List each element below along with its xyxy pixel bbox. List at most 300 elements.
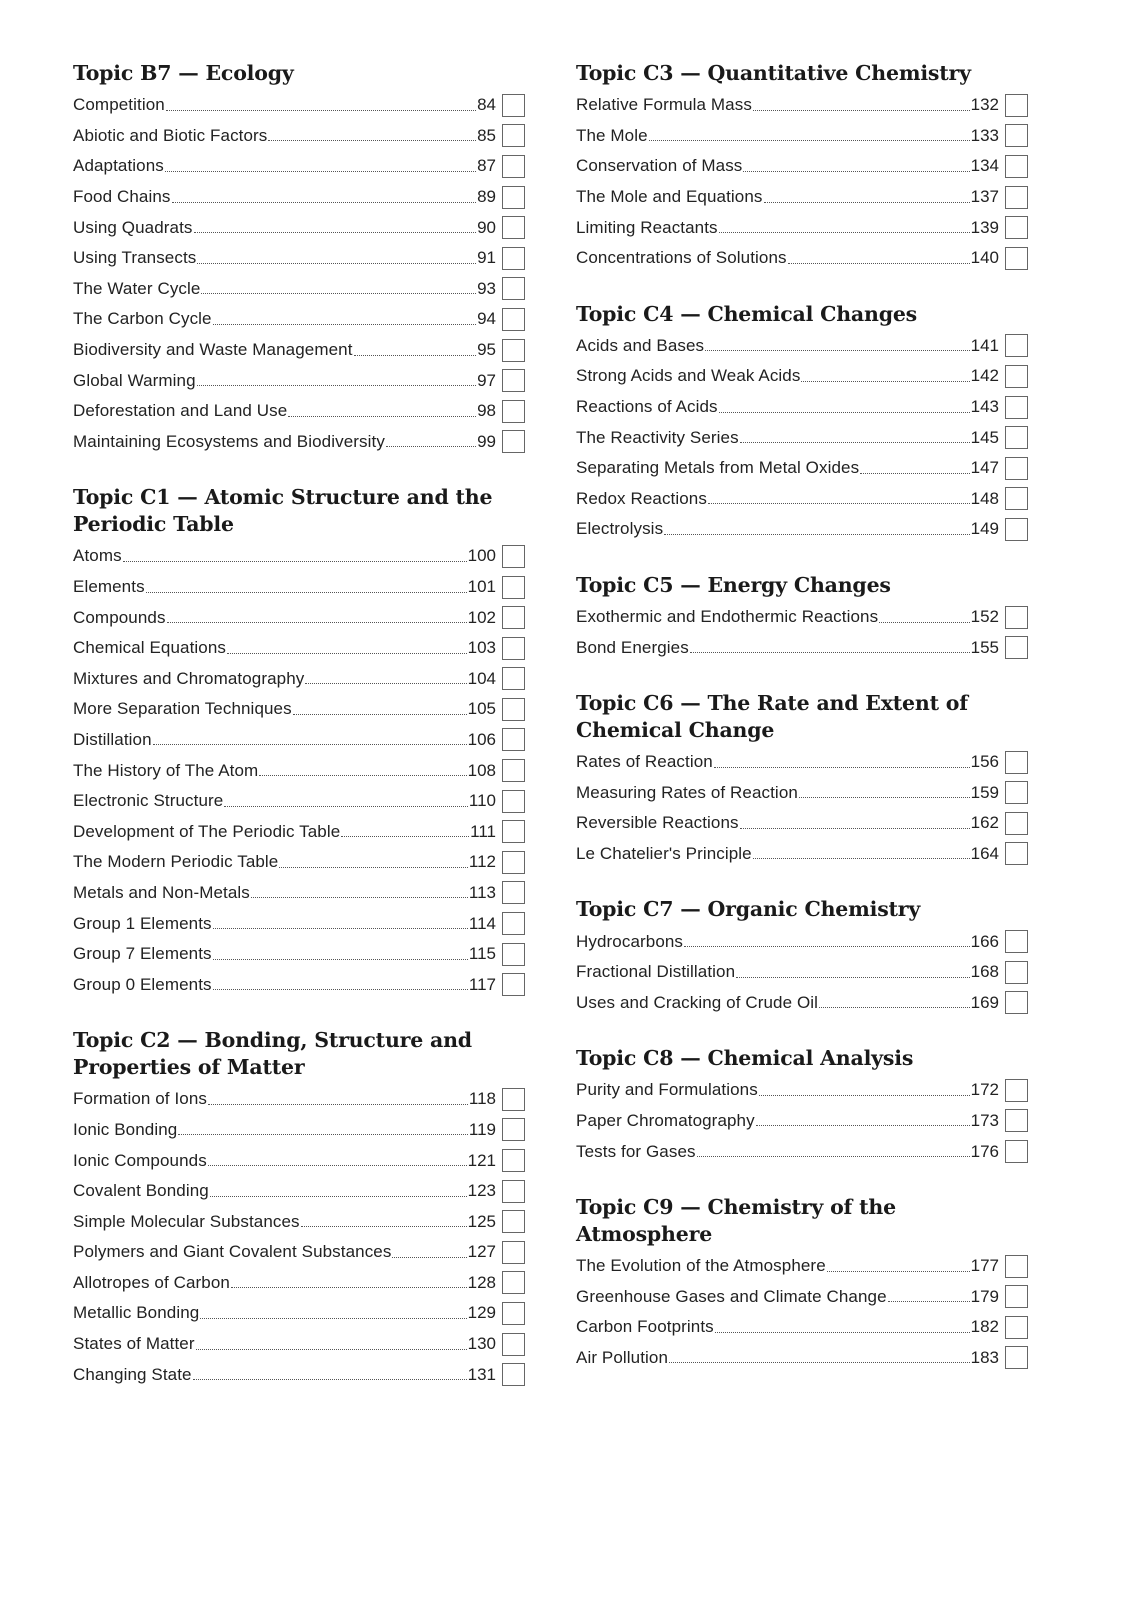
toc-entry-tests-for-gases (576, 1136, 1028, 1167)
dot-leader (197, 385, 476, 386)
progress-checkbox[interactable] (1005, 1140, 1028, 1163)
page-number: 140 (970, 248, 999, 268)
toc-entry-using-transects (73, 243, 525, 274)
progress-checkbox[interactable] (502, 155, 525, 178)
dot-leader (213, 928, 468, 929)
page-number: 110 (468, 791, 496, 811)
topic-entry-list (576, 90, 1028, 274)
toc-entry-the-carbon-cycle (73, 304, 525, 335)
topic-entry-list (576, 331, 1028, 545)
progress-checkbox[interactable] (502, 277, 525, 300)
page-number: 156 (970, 752, 999, 772)
dot-leader (801, 381, 969, 382)
page-number: 91 (477, 248, 496, 268)
dot-leader (208, 1165, 467, 1166)
progress-checkbox[interactable] (1005, 518, 1028, 541)
dot-leader (705, 350, 969, 351)
progress-checkbox[interactable] (1005, 961, 1028, 984)
progress-checkbox[interactable] (502, 1149, 525, 1172)
contents-column-left (73, 60, 525, 1417)
entry-title: Food Chains (73, 187, 171, 207)
page-number: 106 (467, 729, 496, 749)
page-number: 182 (970, 1317, 999, 1337)
entry-title: Metals and Non-Metals (73, 882, 250, 902)
page-number: 137 (970, 187, 999, 207)
progress-checkbox[interactable] (502, 545, 525, 568)
page-number: 102 (467, 607, 496, 627)
page-number: 84 (477, 95, 496, 115)
dot-leader (288, 416, 476, 417)
entry-title: Tests for Gases (576, 1141, 696, 1161)
page-number: 149 (970, 519, 999, 539)
topic-section (73, 484, 525, 1000)
dot-leader (167, 622, 467, 623)
progress-checkbox[interactable] (502, 369, 525, 392)
progress-checkbox[interactable] (502, 759, 525, 782)
progress-checkbox[interactable] (1005, 186, 1028, 209)
dot-leader (231, 1287, 467, 1288)
entry-title: Distillation (73, 729, 152, 749)
entry-title: Hydrocarbons (576, 931, 684, 951)
progress-checkbox[interactable] (1005, 487, 1028, 510)
toc-entry-the-modern-periodic-table (73, 847, 525, 878)
entry-title: Relative Formula Mass (576, 95, 752, 115)
page-number: 145 (970, 427, 999, 447)
toc-entry-the-mole (576, 121, 1028, 152)
page-number: 99 (477, 431, 496, 451)
toc-entry-reversible-reactions (576, 808, 1028, 839)
toc-entry-reactions-of-acids (576, 392, 1028, 423)
entry-title: Changing State (73, 1364, 192, 1384)
entry-title: Ionic Compounds (73, 1150, 207, 1170)
progress-checkbox[interactable] (502, 247, 525, 270)
dot-leader (788, 263, 970, 264)
topic-section (576, 1194, 1028, 1373)
toc-entry-atoms (73, 541, 525, 572)
toc-entry-electrolysis (576, 514, 1028, 545)
toc-entry-the-evolution-of-the-atmosphere (576, 1251, 1028, 1282)
progress-checkbox[interactable] (502, 1118, 525, 1141)
topic-section (576, 301, 1028, 545)
entry-title: Formation of Ions (73, 1089, 207, 1109)
toc-entry-elements (73, 572, 525, 603)
toc-entry-the-water-cycle (73, 274, 525, 305)
progress-checkbox[interactable] (1005, 842, 1028, 865)
dot-leader (172, 202, 477, 203)
page-number: 127 (467, 1242, 496, 1262)
toc-entry-concentrations-of-solutions (576, 243, 1028, 274)
page-number: 148 (970, 488, 999, 508)
topic-section (576, 690, 1028, 869)
progress-checkbox[interactable] (1005, 247, 1028, 270)
toc-entry-measuring-rates-of-reaction (576, 778, 1028, 809)
dot-leader (756, 1125, 970, 1126)
progress-checkbox[interactable] (502, 728, 525, 751)
dot-leader (888, 1301, 970, 1302)
page-number: 142 (970, 366, 999, 386)
entry-title: Reversible Reactions (576, 813, 739, 833)
toc-entry-ionic-bonding (73, 1115, 525, 1146)
page-number: 129 (467, 1303, 496, 1323)
page-number: 87 (477, 156, 496, 176)
toc-entry-adaptations (73, 151, 525, 182)
dot-leader (764, 202, 970, 203)
dot-leader (827, 1271, 970, 1272)
dot-leader (146, 592, 467, 593)
page-number: 169 (970, 992, 999, 1012)
toc-entry-purity-and-formulations (576, 1075, 1028, 1106)
entry-title: The Carbon Cycle (73, 309, 212, 329)
toc-entry-limiting-reactants (576, 212, 1028, 243)
toc-entry-polymers-and-giant-covalent-substances (73, 1237, 525, 1268)
toc-entry-deforestation-and-land-use (73, 396, 525, 427)
topic-entry-list (73, 541, 525, 1000)
toc-entry-chemical-equations (73, 633, 525, 664)
topic-section (576, 896, 1028, 1018)
progress-checkbox[interactable] (1005, 124, 1028, 147)
entry-title: Redox Reactions (576, 488, 707, 508)
progress-checkbox[interactable] (502, 973, 525, 996)
toc-entry-redox-reactions (576, 484, 1028, 515)
topic-heading: Topic C1 — Atomic Structure and the Periodic Table (73, 485, 493, 537)
progress-checkbox[interactable] (1005, 606, 1028, 629)
page-number: 105 (467, 699, 496, 719)
page-number: 128 (467, 1272, 496, 1292)
entry-title: Compounds (73, 607, 166, 627)
dot-leader (201, 293, 476, 294)
page-number: 115 (468, 944, 496, 964)
progress-checkbox[interactable] (502, 1088, 525, 1111)
toc-entry-maintaining-ecosystems-and-biodiversity (73, 427, 525, 458)
dot-leader (341, 836, 469, 837)
progress-checkbox[interactable] (502, 912, 525, 935)
page-number: 104 (467, 668, 496, 688)
page-number: 162 (970, 813, 999, 833)
topic-heading: Topic C6 — The Rate and Extent of Chemical Change (576, 690, 968, 742)
progress-checkbox[interactable] (1005, 781, 1028, 804)
page-number: 159 (970, 782, 999, 802)
progress-checkbox[interactable] (502, 881, 525, 904)
dot-leader (740, 442, 970, 443)
progress-checkbox[interactable] (502, 216, 525, 239)
progress-checkbox[interactable] (502, 1363, 525, 1386)
entry-title: Abiotic and Biotic Factors (73, 125, 268, 145)
page-number: 119 (468, 1119, 496, 1139)
page-number: 123 (467, 1181, 496, 1201)
progress-checkbox[interactable] (1005, 751, 1028, 774)
topic-section (576, 60, 1028, 274)
toc-entry-covalent-bonding (73, 1176, 525, 1207)
toc-entry-more-separation-techniques (73, 694, 525, 725)
topic-heading: Topic C8 — Chemical Analysis (576, 1046, 914, 1071)
page-number: 117 (468, 974, 496, 994)
topic-heading: Topic C7 — Organic Chemistry (576, 897, 921, 922)
progress-checkbox[interactable] (502, 790, 525, 813)
progress-checkbox[interactable] (1005, 216, 1028, 239)
dot-leader (166, 110, 476, 111)
progress-checkbox[interactable] (502, 820, 525, 843)
dot-leader (194, 232, 477, 233)
entry-title: Deforestation and Land Use (73, 401, 288, 421)
dot-leader (193, 1379, 467, 1380)
progress-checkbox[interactable] (1005, 1109, 1028, 1132)
dot-leader (251, 897, 468, 898)
progress-checkbox[interactable] (1005, 94, 1028, 117)
page-number: 152 (970, 607, 999, 627)
entry-title: Polymers and Giant Covalent Substances (73, 1242, 392, 1262)
dot-leader (305, 683, 466, 684)
progress-checkbox[interactable] (1005, 365, 1028, 388)
toc-entry-states-of-matter (73, 1329, 525, 1360)
page-number: 133 (970, 125, 999, 145)
toc-entry-mixtures-and-chromatography (73, 664, 525, 695)
entry-title: Maintaining Ecosystems and Biodiversity (73, 431, 385, 451)
dot-leader (743, 171, 969, 172)
entry-title: Le Chatelier's Principle (576, 843, 752, 863)
toc-entry-strong-acids-and-weak-acids (576, 361, 1028, 392)
topic-heading: Topic C4 — Chemical Changes (576, 301, 918, 326)
dot-leader (697, 1156, 970, 1157)
progress-checkbox[interactable] (1005, 1346, 1028, 1369)
dot-leader (213, 989, 468, 990)
dot-leader (740, 828, 970, 829)
dot-leader (819, 1007, 970, 1008)
dot-leader (213, 324, 476, 325)
progress-checkbox[interactable] (1005, 1079, 1028, 1102)
toc-entry-bond-energies (576, 632, 1028, 663)
dot-leader (719, 232, 970, 233)
page-number: 147 (970, 458, 999, 478)
progress-checkbox[interactable] (502, 1302, 525, 1325)
progress-checkbox[interactable] (1005, 155, 1028, 178)
entry-title: Competition (73, 95, 165, 115)
dot-leader (227, 653, 467, 654)
dot-leader (860, 473, 969, 474)
progress-checkbox[interactable] (502, 1210, 525, 1233)
page-number: 132 (970, 95, 999, 115)
topic-entry-list (576, 747, 1028, 869)
entry-title: Electronic Structure (73, 791, 224, 811)
progress-checkbox[interactable] (502, 698, 525, 721)
toc-entry-electronic-structure (73, 786, 525, 817)
toc-entry-air-pollution (576, 1343, 1028, 1374)
entry-title: Global Warming (73, 370, 196, 390)
entry-title: Rates of Reaction (576, 752, 713, 772)
progress-checkbox[interactable] (502, 400, 525, 423)
progress-checkbox[interactable] (502, 308, 525, 331)
dot-leader (684, 946, 970, 947)
progress-checkbox[interactable] (1005, 930, 1028, 953)
toc-entry-the-mole-and-equations (576, 182, 1028, 213)
page-number: 103 (467, 638, 496, 658)
page-number: 155 (970, 637, 999, 657)
progress-checkbox[interactable] (502, 576, 525, 599)
toc-entry-group-0-elements (73, 969, 525, 1000)
dot-leader (210, 1196, 467, 1197)
topic-entry-list (576, 1251, 1028, 1373)
page-number: 118 (468, 1089, 496, 1109)
toc-entry-changing-state (73, 1359, 525, 1390)
dot-leader (208, 1104, 468, 1105)
entry-title: Reactions of Acids (576, 397, 718, 417)
toc-entry-paper-chromatography (576, 1106, 1028, 1137)
page-number: 130 (467, 1334, 496, 1354)
toc-entry-allotropes-of-carbon (73, 1268, 525, 1299)
toc-entry-rates-of-reaction (576, 747, 1028, 778)
entry-title: Limiting Reactants (576, 217, 718, 237)
dot-leader (715, 1332, 970, 1333)
progress-checkbox[interactable] (502, 606, 525, 629)
toc-entry-distillation (73, 725, 525, 756)
entry-title: States of Matter (73, 1334, 195, 1354)
entry-title: The Modern Periodic Table (73, 852, 279, 872)
dot-leader (753, 110, 970, 111)
progress-checkbox[interactable] (1005, 426, 1028, 449)
progress-checkbox[interactable] (502, 1333, 525, 1356)
topic-section (73, 60, 525, 457)
progress-checkbox[interactable] (1005, 1255, 1028, 1278)
page-number: 183 (970, 1347, 999, 1367)
entry-title: The History of The Atom (73, 760, 259, 780)
page-number: 179 (970, 1286, 999, 1306)
page-number: 141 (970, 335, 999, 355)
entry-title: Paper Chromatography (576, 1110, 755, 1130)
entry-title: Fractional Distillation (576, 962, 736, 982)
dot-leader (293, 714, 467, 715)
page-number: 172 (970, 1080, 999, 1100)
progress-checkbox[interactable] (502, 943, 525, 966)
dot-leader (268, 140, 476, 141)
entry-title: The Evolution of the Atmosphere (576, 1256, 826, 1276)
progress-checkbox[interactable] (1005, 812, 1028, 835)
dot-leader (664, 534, 969, 535)
progress-checkbox[interactable] (502, 124, 525, 147)
toc-entry-compounds (73, 602, 525, 633)
entry-title: Biodiversity and Waste Management (73, 340, 353, 360)
topic-heading: Topic C2 — Bonding, Structure and Properties of Matter (73, 1028, 472, 1080)
page-number: 101 (467, 577, 496, 597)
toc-entry-formation-of-ions (73, 1084, 525, 1115)
entry-title: The Mole (576, 125, 648, 145)
toc-entry-the-history-of-the-atom (73, 755, 525, 786)
dot-leader (279, 867, 468, 868)
topic-heading: Topic C5 — Energy Changes (576, 572, 891, 597)
progress-checkbox[interactable] (502, 1241, 525, 1264)
page-number: 121 (467, 1150, 496, 1170)
entry-title: Conservation of Mass (576, 156, 743, 176)
progress-checkbox[interactable] (502, 1180, 525, 1203)
page-number: 143 (970, 397, 999, 417)
topic-entry-list (73, 1084, 525, 1390)
entry-title: Measuring Rates of Reaction (576, 782, 798, 802)
progress-checkbox[interactable] (1005, 334, 1028, 357)
toc-entry-biodiversity-and-waste-management (73, 335, 525, 366)
topic-heading: Topic C9 — Chemistry of the Atmosphere (576, 1194, 896, 1246)
progress-checkbox[interactable] (502, 667, 525, 690)
dot-leader (879, 622, 969, 623)
toc-entry-using-quadrats (73, 212, 525, 243)
dot-leader (719, 412, 970, 413)
dot-leader (196, 1349, 467, 1350)
topic-entry-list (576, 602, 1028, 663)
dot-leader (178, 1134, 468, 1135)
entry-title: Group 7 Elements (73, 944, 212, 964)
page-number: 173 (970, 1110, 999, 1130)
entry-title: Using Quadrats (73, 217, 193, 237)
page-number: 114 (468, 913, 496, 933)
topic-heading: Topic C3 — Quantitative Chemistry (576, 61, 971, 85)
dot-leader (386, 446, 476, 447)
dot-leader (153, 744, 467, 745)
dot-leader (301, 1226, 467, 1227)
progress-checkbox[interactable] (1005, 457, 1028, 480)
toc-entry-ionic-compounds (73, 1145, 525, 1176)
dot-leader (669, 1362, 970, 1363)
topic-entry-list (73, 90, 525, 457)
progress-checkbox[interactable] (502, 339, 525, 362)
progress-checkbox[interactable] (502, 430, 525, 453)
dot-leader (200, 1318, 466, 1319)
topic-section (576, 1045, 1028, 1167)
entry-title: Acids and Bases (576, 335, 705, 355)
dot-leader (708, 503, 970, 504)
dot-leader (799, 797, 970, 798)
page-number: 125 (467, 1211, 496, 1231)
entry-title: Concentrations of Solutions (576, 248, 787, 268)
page-number: 100 (467, 546, 496, 566)
progress-checkbox[interactable] (502, 637, 525, 660)
entry-title: Chemical Equations (73, 638, 226, 658)
page-number: 98 (477, 401, 496, 421)
dot-leader (759, 1095, 970, 1096)
entry-title: The Mole and Equations (576, 187, 763, 207)
progress-checkbox[interactable] (1005, 636, 1028, 659)
toc-entry-global-warming (73, 365, 525, 396)
entry-title: Simple Molecular Substances (73, 1211, 300, 1231)
entry-title: Greenhouse Gases and Climate Change (576, 1286, 887, 1306)
dot-leader (165, 171, 476, 172)
toc-entry-relative-formula-mass (576, 90, 1028, 121)
entry-title: Metallic Bonding (73, 1303, 200, 1323)
entry-title: Exothermic and Endothermic Reactions (576, 607, 879, 627)
progress-checkbox[interactable] (1005, 1285, 1028, 1308)
progress-checkbox[interactable] (502, 851, 525, 874)
toc-entry-acids-and-bases (576, 331, 1028, 362)
entry-title: Group 0 Elements (73, 974, 212, 994)
progress-checkbox[interactable] (502, 94, 525, 117)
toc-entry-metals-and-non-metals (73, 878, 525, 909)
entry-title: The Reactivity Series (576, 427, 739, 447)
progress-checkbox[interactable] (502, 186, 525, 209)
page-number: 90 (477, 217, 496, 237)
page-number: 112 (468, 852, 496, 872)
toc-entry-competition (73, 90, 525, 121)
toc-entry-metallic-bonding (73, 1298, 525, 1329)
page-number: 108 (467, 760, 496, 780)
progress-checkbox[interactable] (1005, 1316, 1028, 1339)
entry-title: Covalent Bonding (73, 1181, 209, 1201)
toc-entry-group-7-elements (73, 939, 525, 970)
progress-checkbox[interactable] (1005, 991, 1028, 1014)
entry-title: Atoms (73, 546, 122, 566)
dot-leader (690, 652, 970, 653)
progress-checkbox[interactable] (502, 1271, 525, 1294)
dot-leader (123, 561, 467, 562)
progress-checkbox[interactable] (1005, 396, 1028, 419)
toc-entry-abiotic-and-biotic-factors (73, 121, 525, 152)
page-number: 134 (970, 156, 999, 176)
entry-title: Elements (73, 577, 145, 597)
